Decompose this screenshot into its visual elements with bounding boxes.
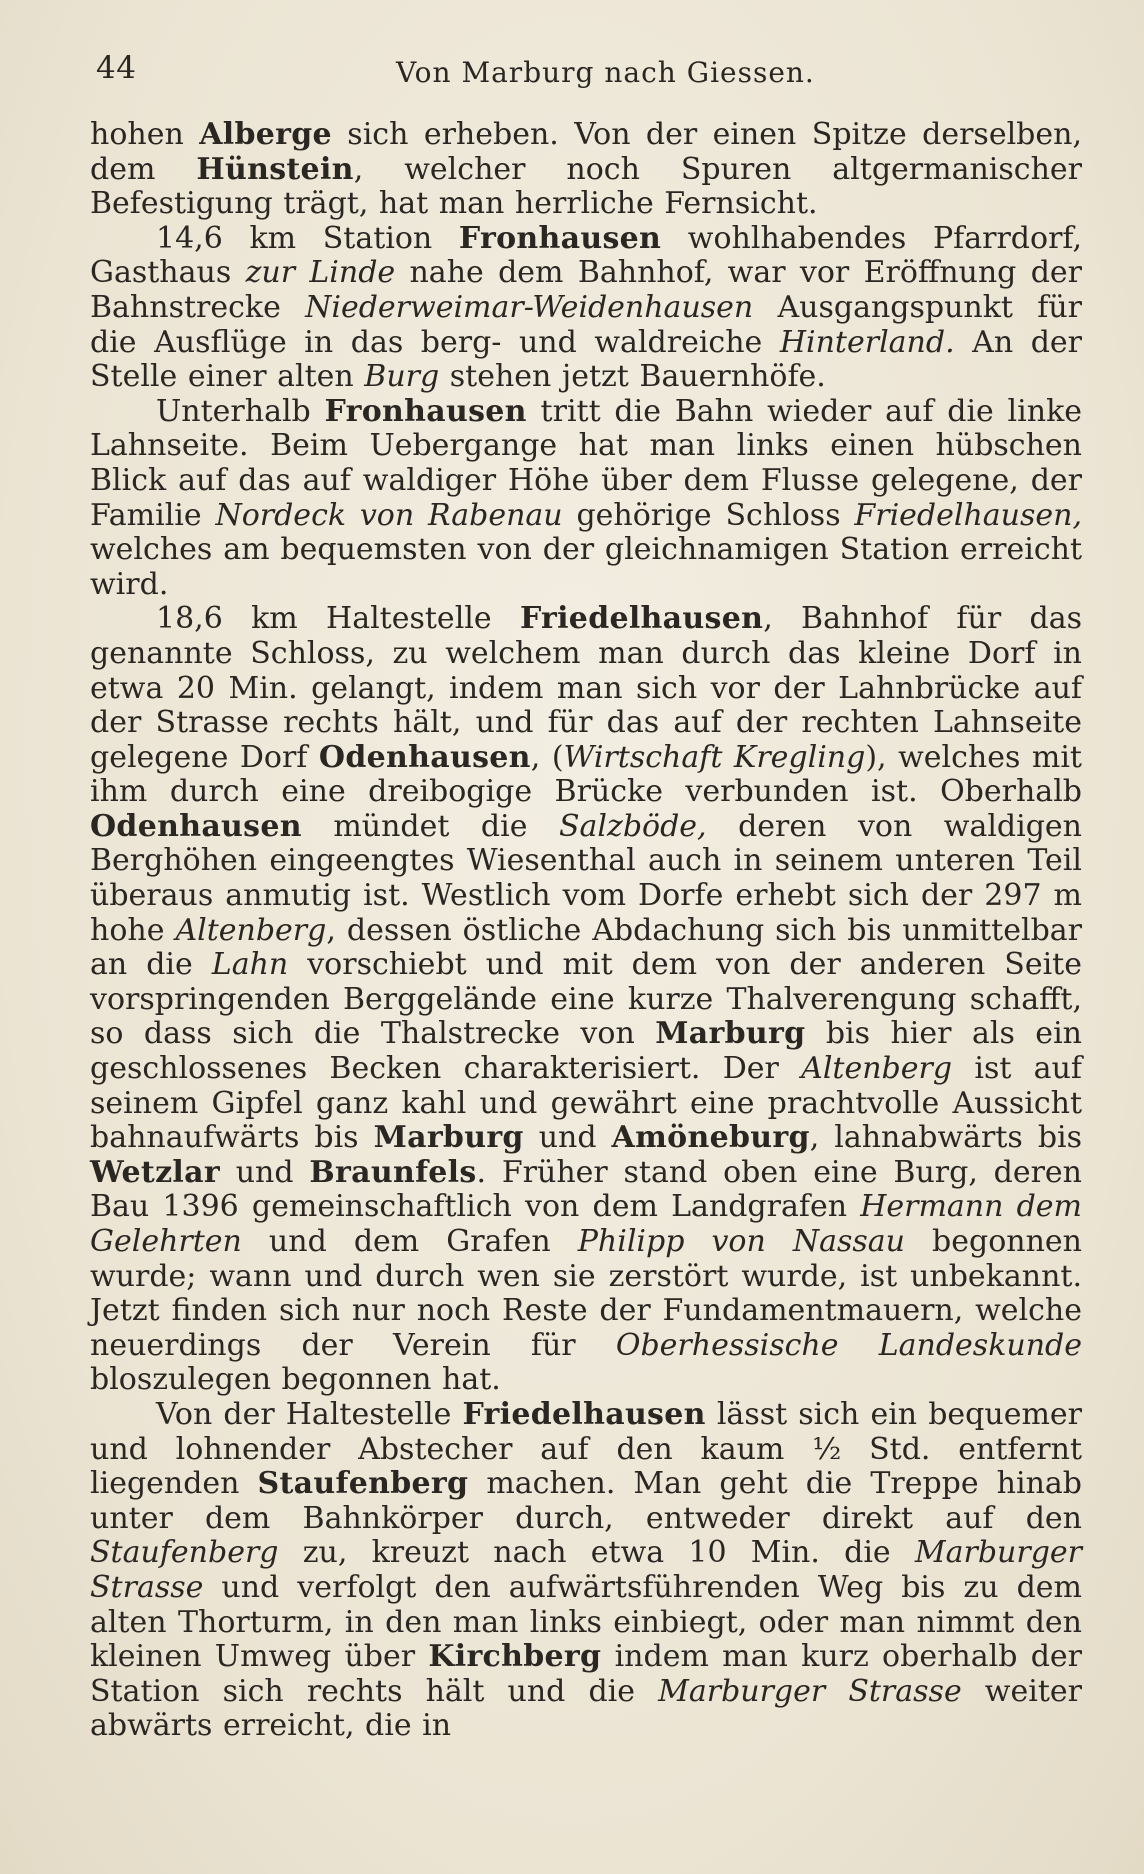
text-run: welches am bequemsten von der gleichnamigen Station erreicht wird. — [90, 532, 1082, 602]
italic-term: Friedelhausen, — [854, 497, 1082, 533]
text-run: Von der Haltestelle — [156, 1396, 463, 1432]
paragraph — [90, 395, 1082, 603]
text-run: Unterhalb — [156, 393, 325, 429]
italic-term: Lahn — [211, 947, 289, 983]
text-run: deren von waldigen Berghöhen eingeengtes Wiesenthal auch in seinem unteren Teil überaus anmutig ist. Westlich vom Dorfe erhebt sich der 297 m hohe — [90, 808, 1082, 948]
body-text — [90, 118, 1082, 1744]
text-run: 14,6 km Station — [156, 220, 459, 256]
italic-term: Burg — [364, 359, 440, 395]
text-run: . Früher stand oben eine Burg, deren Bau 1396 gemeinschaftlich von dem Landgrafen — [90, 1154, 1082, 1225]
italic-term: Niederweimar-Weidenhausen — [305, 289, 754, 325]
italic-term: Staufenberg — [90, 1535, 279, 1571]
text-run: nahe dem Bahnhof, war vor Eröffnung der Bahnstrecke — [90, 255, 1082, 325]
text-run: ist auf seinem Gipfel ganz kahl und gewährt eine prachtvolle Aussicht bahnaufwärts bis — [90, 1051, 1082, 1156]
bold-place-name: Odenhausen — [90, 808, 302, 844]
italic-term: Philipp von Nassau — [577, 1224, 905, 1259]
italic-term: Altenberg — [801, 1051, 953, 1087]
italic-term: Nordeck von Rabenau — [215, 497, 563, 533]
text-run: wohlhabendes Pfarrdorf, Gasthaus — [90, 220, 1082, 291]
text-run: vorschiebt und mit dem von der anderen Seite vorspringenden Berggelände eine kurze Thalverengung schafft, so dass sich die Thalstrecke von — [90, 947, 1082, 1052]
text-run: hohen — [90, 117, 200, 152]
bold-place-name: Friedelhausen — [519, 601, 764, 637]
bold-place-name: Marburg — [655, 1016, 806, 1052]
bold-place-name: Wetzlar — [90, 1154, 220, 1190]
bold-place-name: Kirchberg — [428, 1639, 602, 1675]
paragraph — [90, 222, 1082, 395]
text-run: gehörige Schloss — [562, 497, 855, 533]
italic-term: Salzböde, — [558, 808, 707, 844]
text-run: , welcher noch Spuren altgermanischer Befestigung trägt, hat man herrliche Fernsicht. — [90, 151, 1082, 222]
text-run: sich erheben. Von der einen Spitze derselben, dem — [90, 117, 1082, 187]
text-run: bis hier als ein geschlossenes Becken charakterisiert. Der — [90, 1016, 1082, 1087]
bold-place-name: Alberge — [199, 117, 332, 152]
page-header — [96, 50, 1076, 96]
text-run: tritt die Bahn wieder auf die linke Lahnseite. Beim Uebergange hat man links einen hübschen Blick auf das auf waldiger Höhe über dem Flusse gelegene, der Familie — [90, 393, 1082, 533]
italic-term: Hermann dem Gelehrten — [90, 1189, 1082, 1259]
italic-term: Marburger Strasse — [90, 1535, 1082, 1605]
bold-place-name: Braunfels — [309, 1154, 477, 1190]
text-run: und — [219, 1154, 310, 1190]
text-run: , Bahnhof für das genannte Schloss, zu welchem man durch das kleine Dorf in etwa 20 Min. gelangt, indem man sich vor der Lahnbrücke auf der Strasse rechts hält, und für das auf der rechten Lahnseite gelegene Dorf — [90, 601, 1082, 775]
italic-term: Wirtschaft Kregling — [563, 739, 866, 775]
paragraph — [90, 602, 1082, 1398]
italic-term: Marburger Strasse — [658, 1673, 962, 1709]
italic-term: Oberhessische Landeskunde — [615, 1327, 1082, 1363]
bold-place-name: Hünstein — [196, 151, 354, 187]
bold-place-name: Fronhausen — [458, 220, 662, 256]
text-run: begonnen wurde; wann und durch wen sie zerstört wurde, ist unbekannt. Jetzt finden sich nur noch Reste der Fundamentmauern, welche neuerdings der Verein für — [90, 1224, 1082, 1363]
bold-place-name: Amöneburg — [611, 1120, 810, 1156]
text-run: mündet die — [301, 808, 559, 844]
paragraph — [90, 1398, 1082, 1744]
text-run: , dessen östliche Abdachung sich bis unmittelbar an die — [90, 912, 1083, 983]
italic-term: Hinterland. — [779, 324, 955, 360]
paragraph — [90, 118, 1082, 222]
italic-term: zur Linde — [245, 255, 396, 291]
text-run: bloszulegen begonnen hat. — [90, 1362, 501, 1398]
bold-place-name: Fronhausen — [324, 393, 527, 429]
text-run: weiter abwärts erreicht, die in — [90, 1673, 1082, 1744]
page-number: 44 — [96, 50, 137, 86]
bold-place-name: Staufenberg — [257, 1466, 469, 1502]
bold-place-name: Friedelhausen — [462, 1396, 706, 1432]
text-run: indem man kurz oberhalb der Station sich rechts hält und die — [90, 1639, 1082, 1709]
text-run: , ( — [530, 739, 564, 775]
text-run: und dem Grafen — [241, 1224, 578, 1259]
text-run: Ausgangspunkt für die Ausflüge in das berg- und waldreiche — [90, 289, 1083, 360]
text-run: und — [523, 1120, 612, 1156]
text-run: zu, kreuzt nach etwa 10 Min. die — [278, 1535, 915, 1571]
text-run: lässt sich ein bequemer und lohnender Abstecher auf den kaum ½ Std. entfernt liegenden — [90, 1396, 1082, 1502]
text-run: und verfolgt den aufwärtsführenden Weg bis zu dem alten Thorturm, in den man links einbiegt, oder man nimmt den kleinen Umweg über — [90, 1569, 1082, 1675]
text-run: stehen jetzt Bauernhöfe. — [439, 359, 826, 395]
text-run: , lahnabwärts bis — [809, 1120, 1083, 1156]
text-run: 18,6 km Haltestelle — [156, 601, 520, 637]
text-run: An der Stelle einer alten — [90, 324, 1082, 395]
running-head: Von Marburg nach Giessen. — [396, 56, 815, 89]
text-run: ), welches mit ihm durch eine dreibogige Brücke verbunden ist. Oberhalb — [90, 739, 1082, 810]
bold-place-name: Marburg — [373, 1120, 524, 1156]
text-run: machen. Man geht die Treppe hinab unter dem Bahnkörper durch, entweder direkt auf den — [90, 1466, 1082, 1536]
bold-place-name: Odenhausen — [318, 739, 531, 775]
italic-term: Altenberg — [175, 912, 327, 948]
